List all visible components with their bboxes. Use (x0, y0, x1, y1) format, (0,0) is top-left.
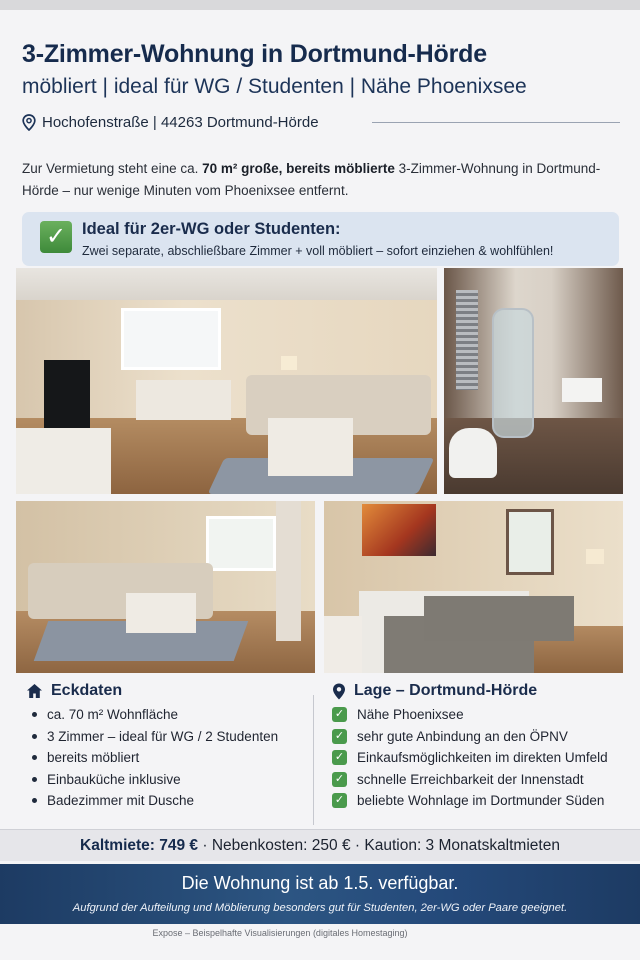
list-item-text: beliebte Wohnlage im Dortmunder Süden (357, 793, 605, 808)
availability-subline: Aufgrund der Aufteilung und Möblierung besonders gut für Studenten, 2er-WG oder Paare geeignet. (72, 902, 568, 914)
nebenkosten-label: Nebenkosten: (211, 837, 312, 854)
list-item (26, 726, 278, 748)
home-icon (26, 683, 43, 699)
availability-banner (0, 864, 640, 924)
checkbox-icon: ✓ (40, 221, 72, 253)
separator: · (198, 837, 212, 854)
list-item (332, 704, 608, 726)
nebenkosten-value: 250 € (311, 837, 351, 854)
kaltmiete: Kaltmiete: 749 € (80, 837, 199, 854)
expose-page (0, 10, 640, 960)
list-item-text: Badezimmer mit Dusche (47, 793, 195, 808)
intro-part: Zur Vermietung steht eine ca. (22, 161, 203, 176)
list-item-text: schnelle Erreichbarkeit der Innenstadt (357, 771, 584, 787)
intro-text (22, 158, 622, 202)
list-item-text: Einkaufsmöglichkeiten im direkten Umfeld (357, 750, 608, 765)
list-item-text: Einbauküche inklusive (47, 771, 181, 787)
page-title: 3-Zimmer-Wohnung in Dortmund-Hörde (22, 40, 487, 68)
callout-heading: Ideal für 2er-WG oder Studenten: (82, 220, 341, 238)
column-divider (313, 695, 314, 825)
callout-box (22, 212, 619, 266)
lage-section (332, 682, 608, 812)
lage-title: Lage – Dortmund-Hörde (354, 682, 538, 699)
list-item-text: ca. 70 m² Wohnfläche (47, 707, 179, 722)
checkmark-icon: ✓ (332, 707, 347, 722)
separator: · (350, 837, 365, 854)
list-item (26, 704, 278, 726)
kaution: Kaution: 3 Monatskaltmieten (364, 837, 560, 854)
photo-bathroom (444, 268, 623, 494)
list-item-text: sehr gute Anbindung an den ÖPNV (357, 728, 568, 744)
checkmark-icon: ✓ (332, 750, 347, 765)
list-item (26, 790, 278, 812)
list-item-text: 3 Zimmer – ideal für WG / 2 Studenten (47, 728, 279, 744)
list-item-text: Nähe Phoenixsee (357, 707, 464, 722)
eckdaten-title: Eckdaten (51, 682, 123, 699)
price-bar (0, 829, 640, 861)
photo-bedroom (324, 501, 623, 673)
callout-text: Zwei separate, abschließbare Zimmer + voll möbliert – sofort einziehen & wohlfühlen! (82, 244, 554, 258)
lage-heading (332, 682, 608, 700)
list-item (332, 769, 608, 791)
list-item (332, 790, 608, 812)
intro-bold: 70 m² große, bereits möblierte (202, 161, 395, 176)
availability-headline: Die Wohnung ist ab 1.5. verfügbar. (181, 873, 459, 893)
page-subtitle: möbliert | ideal für WG / Studenten | Nähe Phoenixsee (22, 75, 527, 98)
list-item (332, 726, 608, 748)
list-item-text: bereits möbliert (47, 750, 140, 765)
checkmark-icon: ✓ (332, 729, 347, 744)
checkmark-icon: ✓ (332, 772, 347, 787)
bullet-icon (32, 734, 37, 739)
map-pin-icon (22, 114, 36, 131)
intro-part: 3-Zimmer-Wohnung in Dortmund-Hörde – nur wenige Minuten vom Phoenixsee entfernt. (22, 161, 601, 198)
list-item (332, 747, 608, 769)
divider (372, 122, 620, 123)
list-item (26, 747, 278, 769)
map-pin-icon (332, 683, 346, 700)
eckdaten-heading (26, 682, 278, 700)
checkmark-icon: ✓ (332, 793, 347, 808)
bullet-icon (32, 712, 37, 717)
footer-note: Expose – Beispelhafte Visualisierungen (digitales Homestaging) (152, 928, 408, 938)
list-item (26, 769, 278, 791)
address (22, 114, 319, 131)
bullet-icon (32, 755, 37, 760)
eckdaten-section (26, 682, 278, 812)
address-text: Hochofenstraße | 44263 Dortmund-Hörde (42, 114, 319, 131)
photo-living-room-2 (16, 501, 315, 673)
photo-living-room (16, 268, 437, 494)
bullet-icon (32, 777, 37, 782)
bullet-icon (32, 798, 37, 803)
